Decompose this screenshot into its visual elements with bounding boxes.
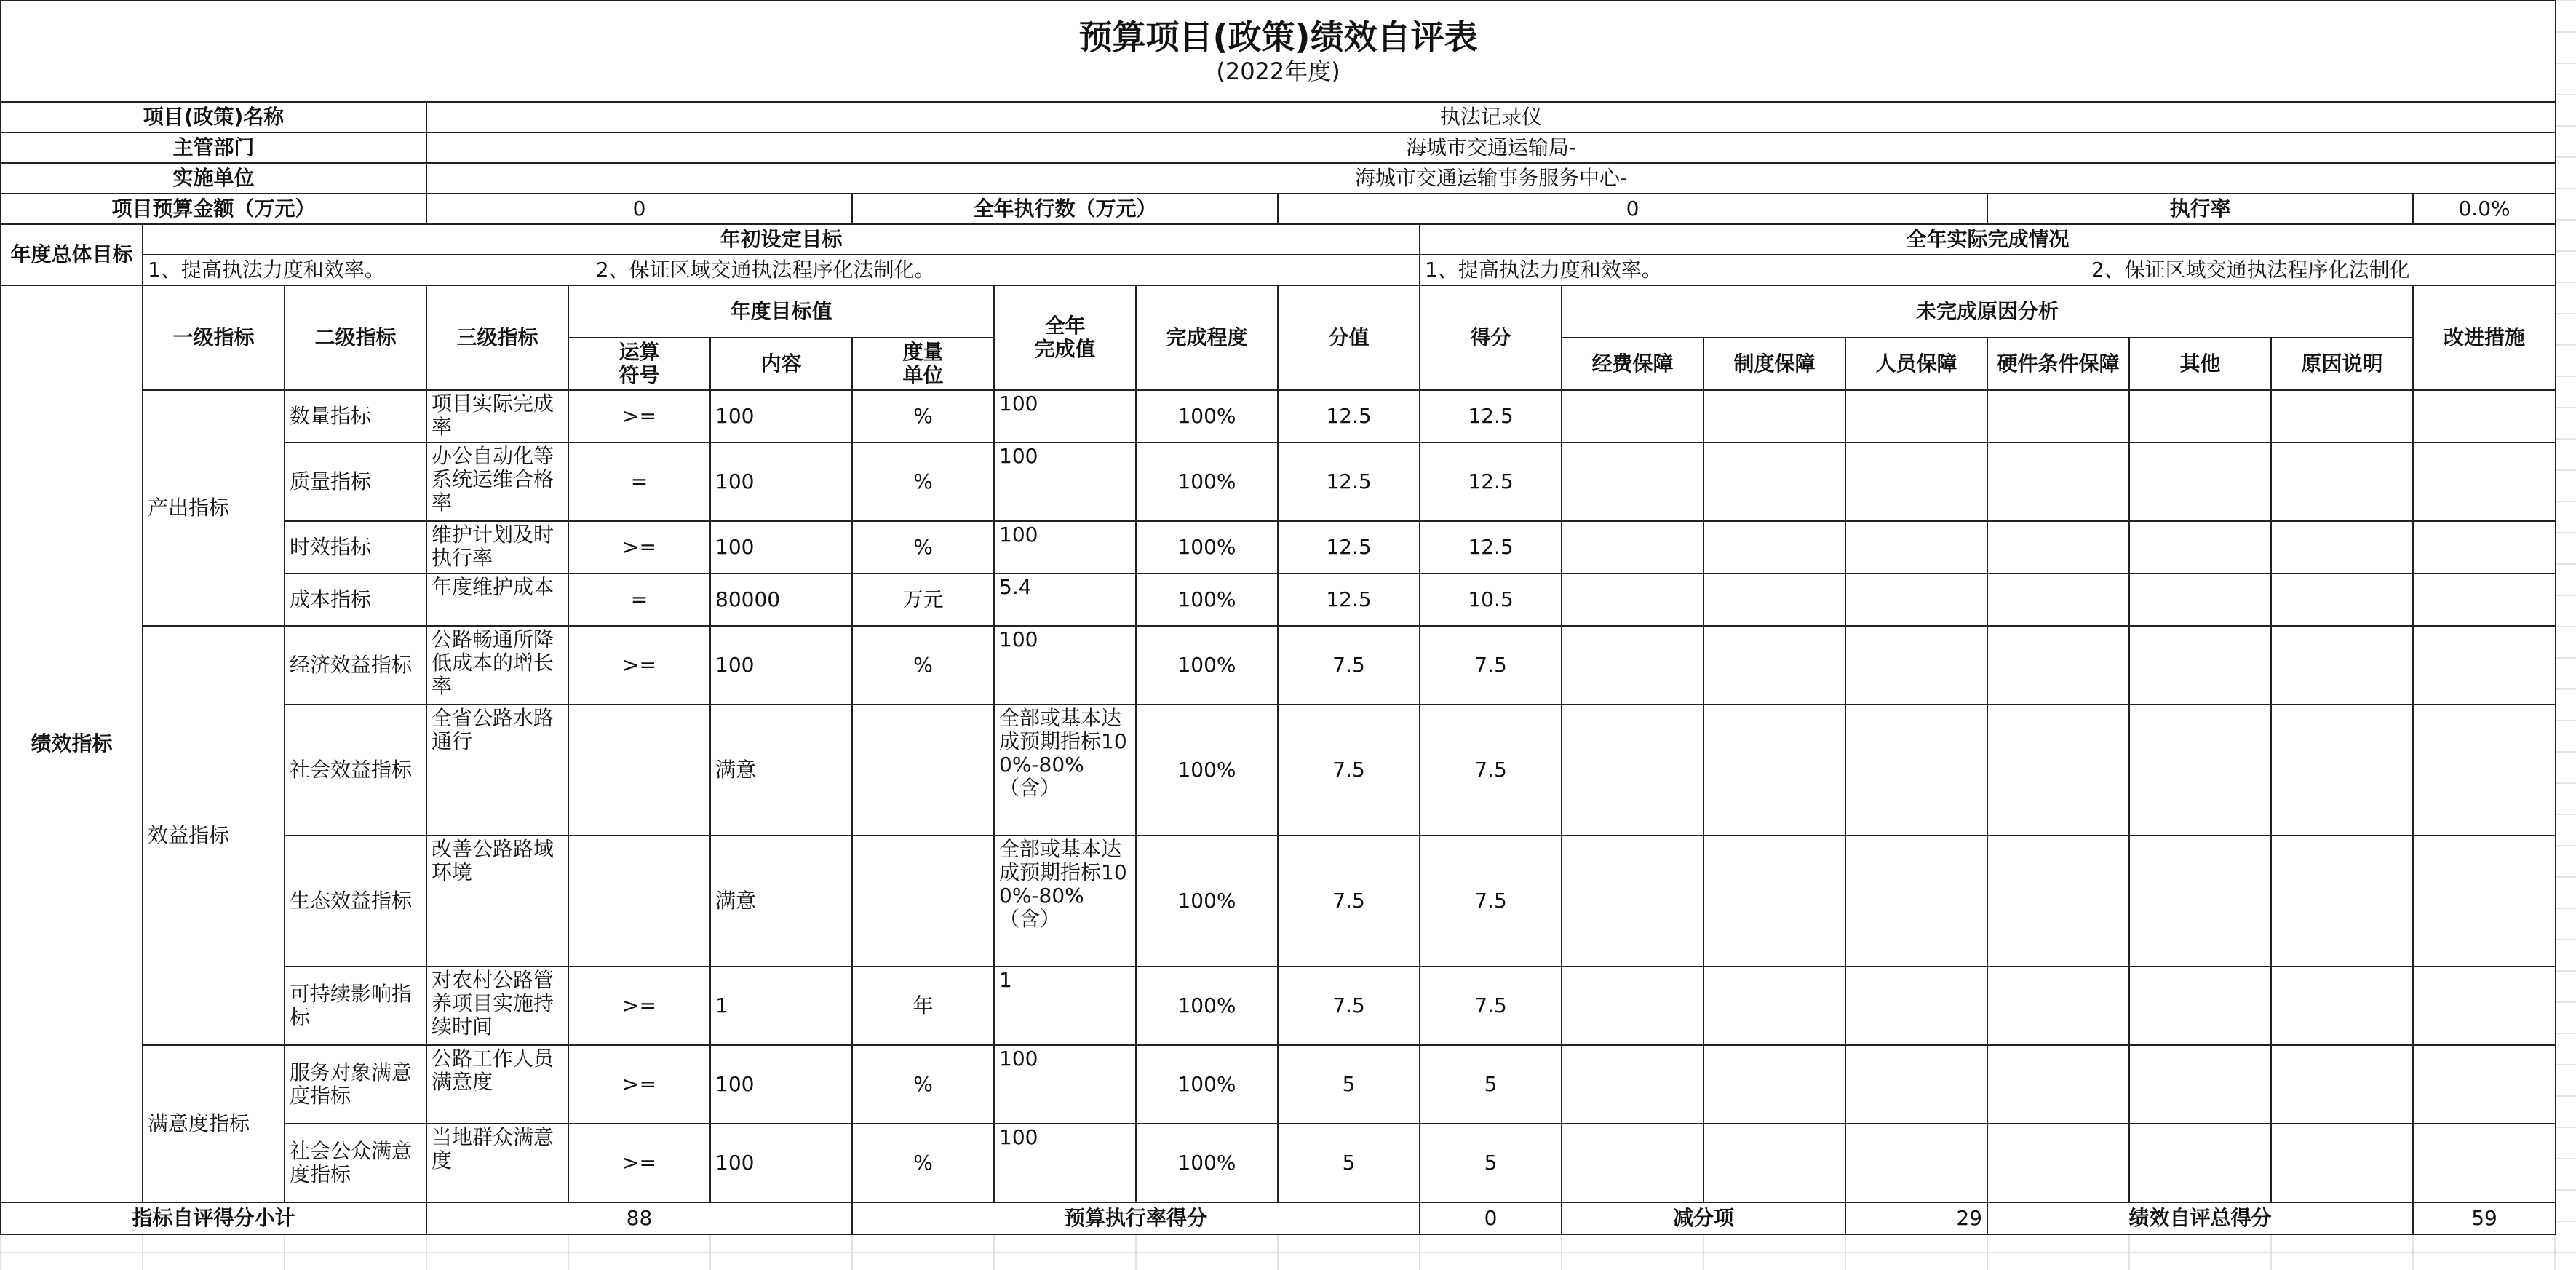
reason-cell: [2129, 626, 2271, 705]
reason-cell: [2129, 390, 2271, 442]
score-cell: 7.5: [1420, 705, 1562, 836]
reason-cell: [2271, 390, 2413, 442]
level3-indicator: 项目实际完成率: [426, 390, 568, 442]
degree-cell: 100%: [1136, 967, 1278, 1045]
level3-indicator: 改善公路路域环境: [426, 836, 568, 967]
reason-cell: [1562, 626, 1704, 705]
level2-indicator: 质量指标: [285, 442, 426, 521]
degree-cell: 100%: [1136, 442, 1278, 521]
reason-cell: [2129, 705, 2271, 836]
reason-cell: [2129, 967, 2271, 1045]
reason-cell: [1704, 574, 1845, 626]
level2-indicator: 时效指标: [285, 521, 426, 574]
reason-cell: [1704, 1045, 1845, 1124]
reason-cell: [2271, 521, 2413, 574]
op-cell: >=: [568, 1124, 710, 1202]
reason-cell: [1562, 1045, 1704, 1124]
level3-indicator: 维护计划及时执行率: [426, 521, 568, 574]
op-cell: >=: [568, 390, 710, 442]
goal-set-1: 1、提高执法力度和效率。: [148, 258, 385, 282]
total-value: 59: [2413, 1202, 2556, 1234]
project-name-value: 执法记录仪: [426, 102, 2556, 132]
done-cell: 1: [994, 967, 1136, 1045]
reason-cell: [1845, 521, 1987, 574]
reason-cell: [1562, 836, 1704, 967]
reason-cell: [1987, 442, 2129, 521]
page-subtitle: (2022年度): [1216, 57, 1340, 85]
reason-cell: [1562, 574, 1704, 626]
unit-label: 实施单位: [1, 163, 426, 194]
points-cell: 7.5: [1278, 967, 1420, 1045]
header-score: 得分: [1420, 285, 1562, 390]
level2-indicator: 可持续影响指标: [285, 967, 426, 1045]
reason-cell: [1987, 705, 2129, 836]
reason-cell: [2271, 967, 2413, 1045]
reason-cell: [1987, 1124, 2129, 1202]
rate-value: 0.0%: [2413, 194, 2556, 224]
content-cell: 满意: [710, 836, 852, 967]
degree-cell: 100%: [1136, 626, 1278, 705]
reason-cell: [1704, 1124, 1845, 1202]
header-reason: 未完成原因分析: [1562, 285, 2413, 338]
score-cell: 5: [1420, 1124, 1562, 1202]
goals-set-header: 年初设定目标: [143, 224, 1420, 255]
reason-cell: [1845, 442, 1987, 521]
reason-cell: [2129, 442, 2271, 521]
done-cell: 100: [994, 1124, 1136, 1202]
header-level1: 一级指标: [143, 285, 285, 390]
reason-cell: [1987, 574, 2129, 626]
content-cell: 1: [710, 967, 852, 1045]
points-cell: 12.5: [1278, 521, 1420, 574]
subtotal-label: 指标自评得分小计: [1, 1202, 426, 1234]
points-cell: 12.5: [1278, 390, 1420, 442]
reason-cell: [2271, 626, 2413, 705]
table-row: [1, 574, 2556, 626]
title-cell: [1, 1, 2556, 102]
table-row: [1, 521, 2556, 574]
goal-actual-2: 2、保证区域交通执法程序化法制化: [2091, 258, 2410, 282]
project-name-label: 项目(政策)名称: [1, 102, 426, 132]
content-cell: 100: [710, 521, 852, 574]
reason-cell: [2271, 705, 2413, 836]
reason-cell: [1704, 442, 1845, 521]
content-cell: 80000: [710, 574, 852, 626]
degree-cell: 100%: [1136, 1124, 1278, 1202]
level2-indicator: 数量指标: [285, 390, 426, 442]
reason-cell: [1562, 521, 1704, 574]
reason-cell: [2271, 1045, 2413, 1124]
done-cell: 100: [994, 521, 1136, 574]
level1-indicator: 满意度指标: [143, 1045, 285, 1202]
rate-label: 执行率: [1987, 194, 2413, 224]
level2-indicator: 社会效益指标: [285, 705, 426, 836]
reason-cell: [2413, 626, 2556, 705]
reason-cell: [2413, 442, 2556, 521]
budget-score-label: 预算执行率得分: [852, 1202, 1420, 1234]
content-cell: 100: [710, 390, 852, 442]
reason-cell: [1704, 967, 1845, 1045]
score-cell: 5: [1420, 1045, 1562, 1124]
reason-cell: [1845, 390, 1987, 442]
header-system: 制度保障: [1704, 338, 1845, 390]
table-row: [1, 967, 2556, 1045]
content-cell: 100: [710, 626, 852, 705]
level2-indicator: 服务对象满意度指标: [285, 1045, 426, 1124]
reason-cell: [1845, 626, 1987, 705]
reason-cell: [1845, 1124, 1987, 1202]
reason-cell: [1987, 836, 2129, 967]
op-cell: >=: [568, 1045, 710, 1124]
points-cell: 7.5: [1278, 705, 1420, 836]
table-row: [1, 836, 2556, 967]
points-cell: 12.5: [1278, 574, 1420, 626]
reason-cell: [1845, 574, 1987, 626]
reason-cell: [2413, 1124, 2556, 1202]
done-cell: 100: [994, 390, 1136, 442]
unit-cell: %: [852, 442, 994, 521]
header-content: 内容: [710, 338, 852, 390]
op-cell: [568, 705, 710, 836]
score-cell: 12.5: [1420, 390, 1562, 442]
score-cell: 7.5: [1420, 967, 1562, 1045]
header-funds: 经费保障: [1562, 338, 1704, 390]
content-cell: 100: [710, 1124, 852, 1202]
header-done: 全年 完成值: [994, 285, 1136, 390]
dept-label: 主管部门: [1, 132, 426, 163]
budget-label: 项目预算金额（万元）: [1, 194, 426, 224]
level3-indicator: 对农村公路管养项目实施持续时间: [426, 967, 568, 1045]
points-cell: 7.5: [1278, 626, 1420, 705]
unit-value: 海城市交通运输事务服务中心-: [426, 163, 2556, 194]
op-cell: >=: [568, 967, 710, 1045]
reason-cell: [1704, 705, 1845, 836]
level3-indicator: 办公自动化等系统运维合格率: [426, 442, 568, 521]
reason-cell: [1845, 705, 1987, 836]
degree-cell: 100%: [1136, 1045, 1278, 1124]
reason-cell: [2129, 574, 2271, 626]
content-cell: 100: [710, 1045, 852, 1124]
unit-cell: %: [852, 390, 994, 442]
reason-cell: [1987, 521, 2129, 574]
header-points: 分值: [1278, 285, 1420, 390]
header-target: 年度目标值: [568, 285, 994, 338]
unit-cell: %: [852, 1045, 994, 1124]
reason-cell: [1562, 442, 1704, 521]
header-level2: 二级指标: [285, 285, 426, 390]
exec-label: 全年执行数（万元）: [852, 194, 1278, 224]
reason-cell: [2271, 836, 2413, 967]
level3-indicator: 全省公路水路通行: [426, 705, 568, 836]
score-cell: 10.5: [1420, 574, 1562, 626]
done-cell: 全部或基本达成预期指标100%-80%（含）: [994, 836, 1136, 967]
table-row: [1, 1045, 2556, 1124]
done-cell: 100: [994, 626, 1136, 705]
deduct-value: 29: [1845, 1202, 1987, 1234]
reason-cell: [1562, 967, 1704, 1045]
score-cell: 7.5: [1420, 836, 1562, 967]
header-explain: 原因说明: [2271, 338, 2413, 390]
unit-cell: %: [852, 1124, 994, 1202]
header-hardware: 硬件条件保障: [1987, 338, 2129, 390]
header-improve: 改进措施: [2413, 285, 2556, 390]
level2-indicator: 经济效益指标: [285, 626, 426, 705]
reason-cell: [2271, 1124, 2413, 1202]
goals-actual-text: [1420, 255, 2556, 285]
reason-cell: [2413, 705, 2556, 836]
perf-indicators-label: 绩效指标: [1, 285, 143, 1202]
done-cell: 5.4: [994, 574, 1136, 626]
op-cell: >=: [568, 521, 710, 574]
goals-actual-header: 全年实际完成情况: [1420, 224, 2556, 255]
score-cell: 12.5: [1420, 442, 1562, 521]
degree-cell: 100%: [1136, 836, 1278, 967]
reason-cell: [1562, 1124, 1704, 1202]
level2-indicator: 生态效益指标: [285, 836, 426, 967]
total-label: 绩效自评总得分: [1987, 1202, 2413, 1234]
unit-cell: 万元: [852, 574, 994, 626]
points-cell: 7.5: [1278, 836, 1420, 967]
unit-cell: %: [852, 626, 994, 705]
reason-cell: [2129, 1045, 2271, 1124]
degree-cell: 100%: [1136, 521, 1278, 574]
unit-cell: [852, 705, 994, 836]
degree-cell: 100%: [1136, 705, 1278, 836]
header-level3: 三级指标: [426, 285, 568, 390]
reason-cell: [1562, 705, 1704, 836]
reason-cell: [1704, 521, 1845, 574]
points-cell: 12.5: [1278, 442, 1420, 521]
goal-actual-1: 1、提高执法力度和效率。: [1425, 258, 1662, 282]
level1-indicator: 效益指标: [143, 626, 285, 1045]
reason-cell: [2413, 1045, 2556, 1124]
header-op: 运算 符号: [568, 338, 710, 390]
op-cell: =: [568, 442, 710, 521]
deduct-label: 减分项: [1562, 1202, 1845, 1234]
reason-cell: [1704, 390, 1845, 442]
table-row: [1, 442, 2556, 521]
level3-indicator: 公路工作人员满意度: [426, 1045, 568, 1124]
reason-cell: [1987, 626, 2129, 705]
level3-indicator: 当地群众满意度: [426, 1124, 568, 1202]
goals-set-text: [143, 255, 1420, 285]
op-cell: >=: [568, 626, 710, 705]
unit-cell: %: [852, 521, 994, 574]
level2-indicator: 成本指标: [285, 574, 426, 626]
table-row: [1, 626, 2556, 705]
score-cell: 7.5: [1420, 626, 1562, 705]
reason-cell: [2129, 521, 2271, 574]
reason-cell: [2413, 574, 2556, 626]
done-cell: 100: [994, 1045, 1136, 1124]
degree-cell: 100%: [1136, 574, 1278, 626]
budget-value: 0: [426, 194, 852, 224]
level3-indicator: 年度维护成本: [426, 574, 568, 626]
reason-cell: [2271, 442, 2413, 521]
reason-cell: [1987, 1045, 2129, 1124]
header-degree: 完成程度: [1136, 285, 1278, 390]
level1-indicator: 产出指标: [143, 390, 285, 626]
reason-cell: [2129, 1124, 2271, 1202]
table-row: [1, 705, 2556, 836]
reason-cell: [1562, 390, 1704, 442]
reason-cell: [1987, 390, 2129, 442]
reason-cell: [1704, 626, 1845, 705]
page-title: 预算项目(政策)绩效自评表: [1078, 17, 1478, 57]
reason-cell: [2413, 390, 2556, 442]
exec-value: 0: [1278, 194, 1987, 224]
dept-value: 海城市交通运输局-: [426, 132, 2556, 163]
op-cell: =: [568, 574, 710, 626]
reason-cell: [2413, 521, 2556, 574]
level3-indicator: 公路畅通所降低成本的增长率: [426, 626, 568, 705]
op-cell: [568, 836, 710, 967]
done-cell: 全部或基本达成预期指标100%-80%（含）: [994, 705, 1136, 836]
done-cell: 100: [994, 442, 1136, 521]
content-cell: 100: [710, 442, 852, 521]
table-row: [1, 390, 2556, 442]
goal-set-2: 2、保证区域交通执法程序化法制化。: [595, 258, 935, 282]
reason-cell: [1704, 836, 1845, 967]
reason-cell: [2271, 574, 2413, 626]
subtotal-value: 88: [426, 1202, 852, 1234]
points-cell: 5: [1278, 1045, 1420, 1124]
reason-cell: [2129, 836, 2271, 967]
reason-cell: [1987, 967, 2129, 1045]
points-cell: 5: [1278, 1124, 1420, 1202]
table-row: [1, 1124, 2556, 1202]
reason-cell: [1845, 836, 1987, 967]
reason-cell: [2413, 836, 2556, 967]
goals-label: 年度总体目标: [1, 224, 143, 285]
unit-cell: 年: [852, 967, 994, 1045]
score-cell: 12.5: [1420, 521, 1562, 574]
content-cell: 满意: [710, 705, 852, 836]
reason-cell: [1845, 1045, 1987, 1124]
unit-cell: [852, 836, 994, 967]
reason-cell: [2413, 967, 2556, 1045]
header-other: 其他: [2129, 338, 2271, 390]
header-staff: 人员保障: [1845, 338, 1987, 390]
header-unit: 度量 单位: [852, 338, 994, 390]
degree-cell: 100%: [1136, 390, 1278, 442]
level2-indicator: 社会公众满意度指标: [285, 1124, 426, 1202]
reason-cell: [1845, 967, 1987, 1045]
budget-score-value: 0: [1420, 1202, 1562, 1234]
